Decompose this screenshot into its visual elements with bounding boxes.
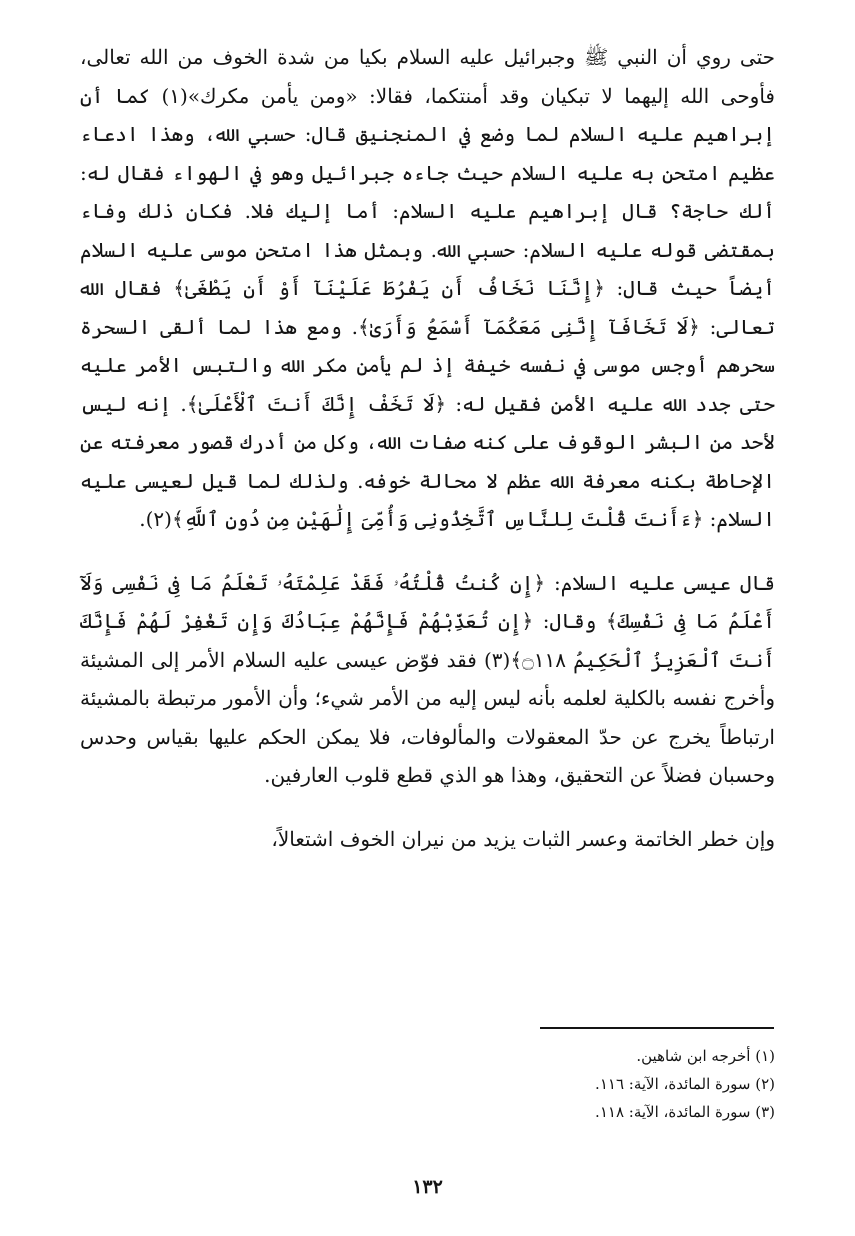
- paragraph-1: حتى روي أن النبي ﷺ وجبرائيل عليه السلام بكيا من شدة الخوف من الله تعالى، فأوحى الله إليهما لا تبكيان وقد أمنتكما، فقالا: «ومن يأمن مكرك»(١) كما أن إبراهيم عليه السلام لما وضع في المنجنيق قال: حسبي الله، وهذا ادعاء عظيم امتحن به عليه السلام حيث جاءه جبرائيل وهو في الهواء فقال له: ألك حاجة؟ قال إبراهيم عليه السلام: أما إليك فلا. فكان ذلك وفاء بمقتضى قوله عليه السلام: حسبي الله. وبمثل هذا امتحن موسى عليه السلام أيضاً حيث قال: ﴿إِنَّنَا نَخَافُ أَن يَفْرُطَ عَلَيْنَآ أَوْ أَن يَطْغَىٰ﴾ فقال الله تعالى: ﴿لَا تَخَافَآ إِنَّنِى مَعَكُمَآ أَسْمَعُ وَأَرَىٰ﴾. ومع هذا لما ألقى السحرة سحرهم أوجس موسى في نفسه خيفة إذ لم يأمن مكر الله والتبس الأمر عليه حتى جدد الله عليه الأمن فقيل له: ﴿لَا تَخَفْ إِنَّكَ أَنتَ ٱلْأَعْلَىٰ﴾. إنه ليس لأحد من البشر الوقوف على كنه صفات الله، وكل من أدرك قصور معرفته عن الإحاطة بكنه معرفة الله عظم لا محالة خوفه. ولذلك لما قيل لعيسى عليه السلام: ﴿ءَأَنتَ قُلْتَ لِلنَّاسِ ٱتَّخِذُونِى وَأُمِّىَ إِلَٰهَيْنِ مِن دُونِ ٱللَّهِ﴾(٢).: [80, 45, 775, 531]
- paragraph-2: قال عيسى عليه السلام: ﴿إِن كُنتُ قُلْتُهُۥ فَقَدْ عَلِمْتَهُۥ تَعْلَمُ مَا فِى نَفْسِى وَلَآ أَعْلَمُ مَا فِى نَفْسِكَ﴾ وقال: ﴿إِن تُعَذِّبْهُمْ فَإِنَّهُمْ عِبَادُكَ وَإِن تَغْفِرْ لَهُمْ فَإِنَّكَ أَنتَ ٱلْعَزِيزُ ٱلْحَكِيمُ ۝١١٨﴾(٣) فقد فوّض عيسى عليه السلام الأمر إلى المشيئة وأخرج نفسه بالكلية لعلمه بأنه ليس إليه من الأمر شيء؛ وأن الأمور مرتبطة بالمشيئة ارتباطاً يخرج عن حدّ المعقولات والمألوفات، فلا يمكن الحكم عليها بقياس وحدس وحسبان فضلاً عن التحقيق، وهذا هو الذي قطع قلوب العارفين.: [80, 570, 776, 787]
- footnote-divider: [540, 1027, 774, 1029]
- footnote-3: (٣) سورة المائدة، الآية: ١١٨.: [595, 1103, 775, 1121]
- footnote-1: (١) أخرجه ابن شاهين.: [636, 1047, 775, 1065]
- paragraph-3: وإن خطر الخاتمة وعسر الثبات يزيد من نيران الخوف اشتعالاً،: [271, 826, 775, 851]
- footnote-2: (٢) سورة المائدة، الآية: ١١٦.: [595, 1075, 775, 1093]
- page-number: ١٣٢: [412, 1176, 443, 1198]
- footnotes: [380, 1042, 775, 1126]
- main-text: [80, 38, 775, 858]
